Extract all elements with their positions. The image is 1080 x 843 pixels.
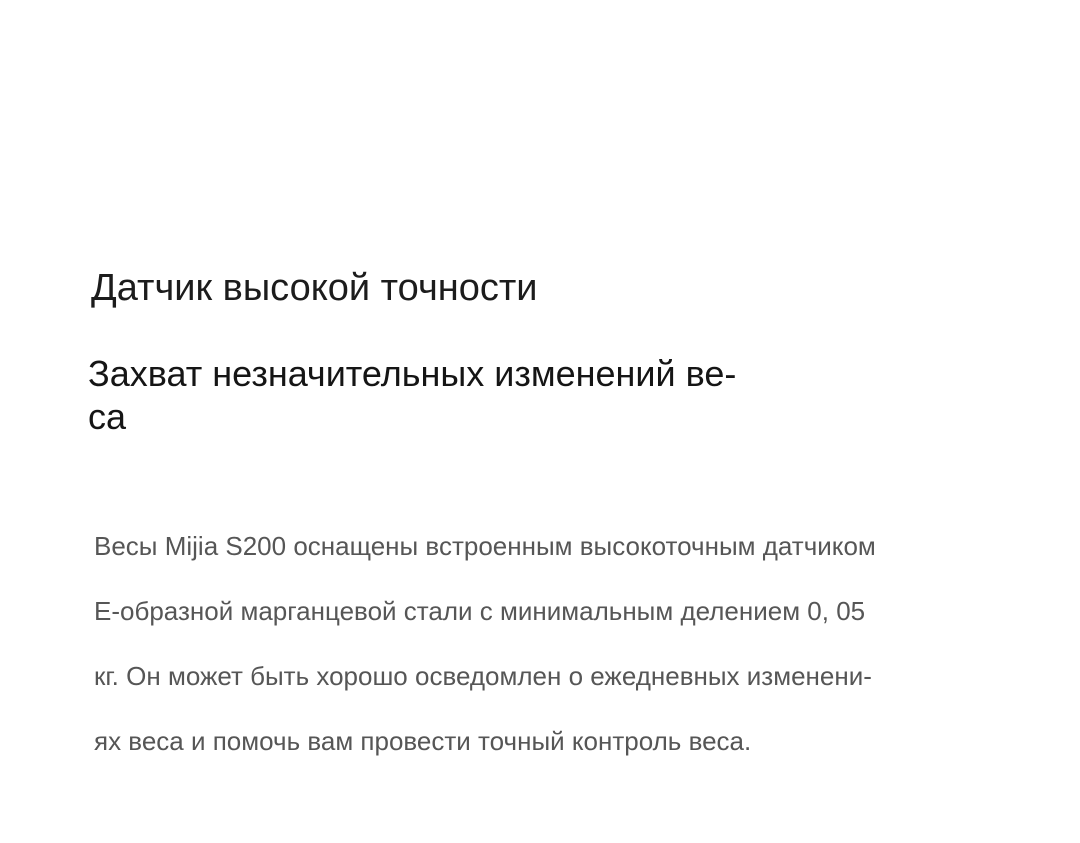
description-line: ях веса и помочь вам провести точный контроль веса. [94, 726, 752, 756]
subtitle [88, 352, 736, 438]
description-line: кг. Он может быть хорошо осведомлен о ежедневных изменени- [94, 661, 872, 691]
subtitle-line: са [88, 396, 127, 437]
description-paragraph [94, 514, 876, 774]
subtitle-line: Захват незначительных изменений ве- [88, 353, 737, 394]
page-title: Датчик высокой точности [91, 267, 538, 309]
description-line: Весы Mijia S200 оснащены встроенным высокоточным датчиком [94, 531, 876, 561]
description-line: E-образной марганцевой стали с минимальным делением 0, 05 [94, 596, 866, 626]
